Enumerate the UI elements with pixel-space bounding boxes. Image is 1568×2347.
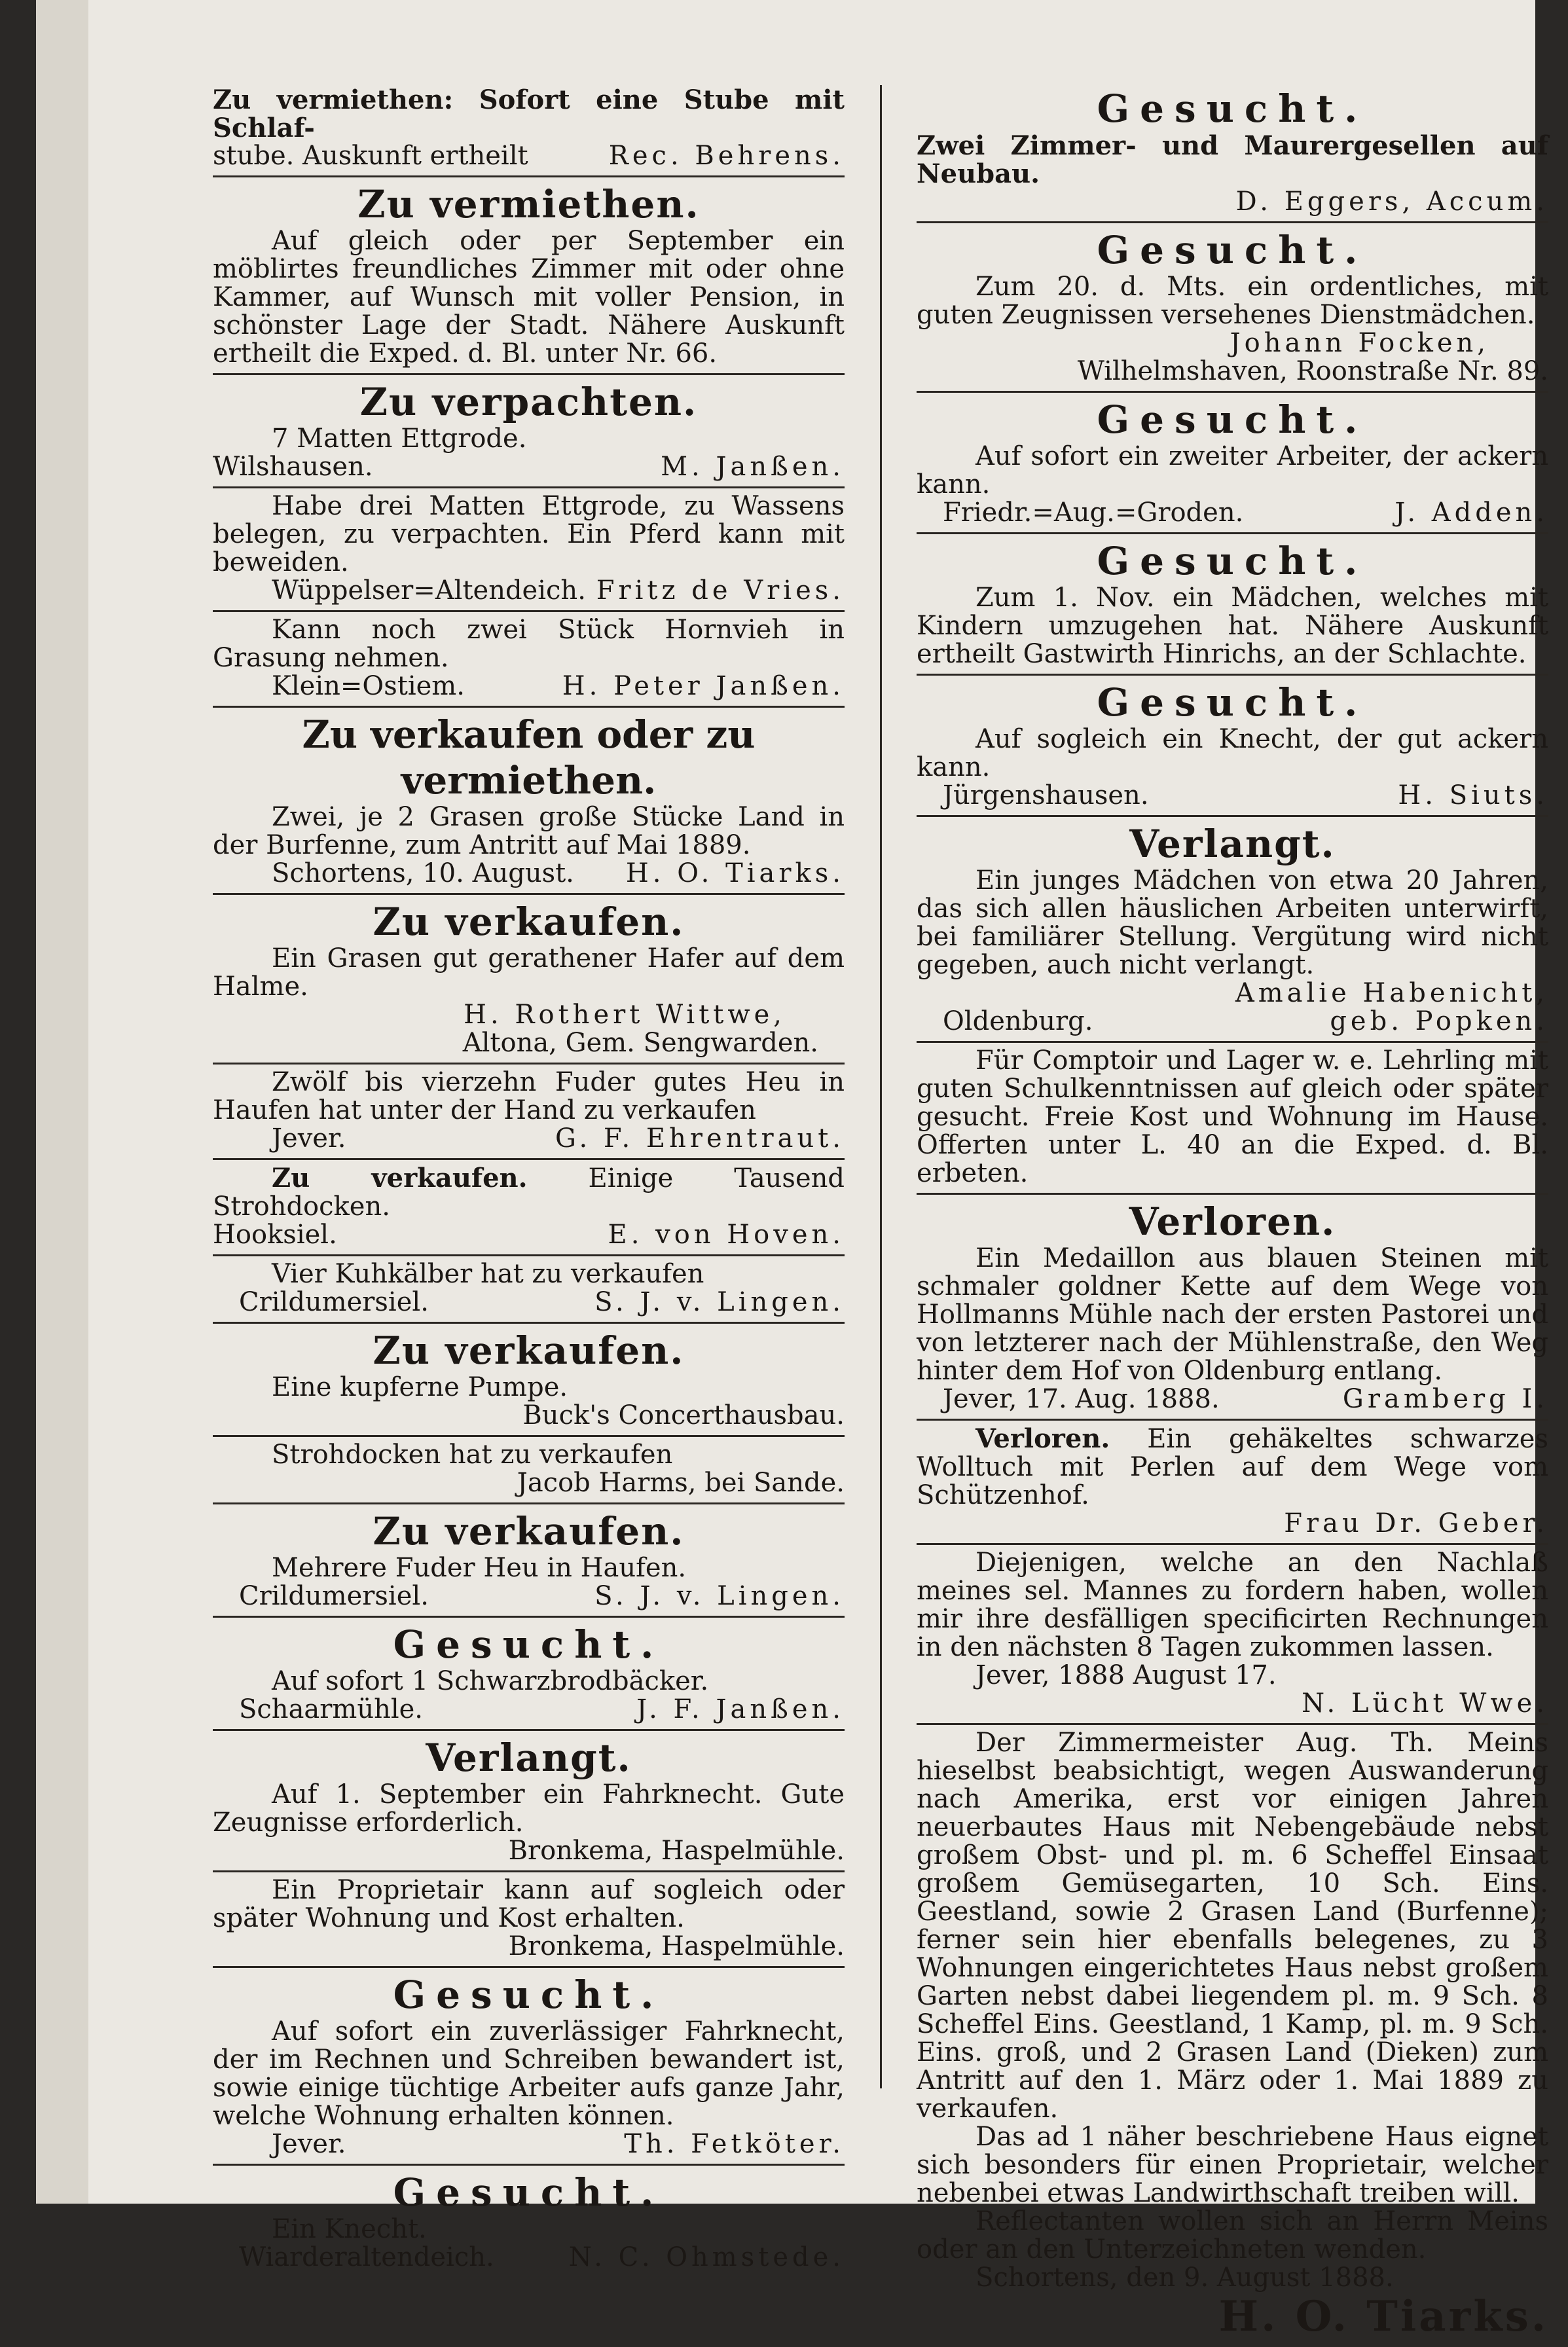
ad-pumpe (213, 1324, 845, 1437)
ad-text: Ein Medaillon aus blauen Steinen mit schmaler goldner Kette auf dem Wege von Hollmanns Mühle nach der ersten Pastorei und von letzterer nach der Mühlenstraße, den Weg hinter dem Hof von Oldenburg entlang. (917, 1243, 1548, 1386)
ad-strohdocken (213, 1160, 845, 1256)
ad-lehrling (917, 1043, 1548, 1195)
right-column (917, 82, 1548, 2347)
ad-place: Jürgenshausen. (943, 780, 1149, 810)
ad-place: Klein=Ostiem. (272, 671, 465, 701)
ad-text: stube. Auskunft ertheilt (213, 141, 528, 171)
ad-signature: Th. Fetköter. (624, 2129, 845, 2159)
ad-heading: Zu vermiethen. (357, 182, 700, 227)
ad-dienstmaedchen (917, 223, 1548, 393)
ad-place: Oldenburg. (943, 1006, 1093, 1036)
ad-heading: Gesucht. (1097, 680, 1368, 725)
ad-heading: Zu verkaufen oder zu vermiethen. (302, 712, 756, 803)
ad-fuder-heu (213, 1504, 845, 1618)
ad-signature: geb. Popken. (1330, 1006, 1548, 1036)
ad-medaillon (917, 1195, 1548, 1421)
page-edge (36, 0, 95, 2204)
ad-hornvieh (213, 612, 845, 708)
ad-signature: H. O. Tiarks. (1218, 2292, 1548, 2341)
ad-signature: E. von Hoven. (608, 1220, 845, 1250)
ad-schwarzbrodbaecker (213, 1618, 845, 1731)
ad-fahrknecht-gesucht (213, 1968, 845, 2166)
ad-signature: S. J. v. Lingen. (594, 1287, 845, 1317)
ad-signature: J. Adden. (1395, 498, 1548, 528)
ad-heading: Gesucht. (1097, 86, 1368, 131)
ad-place: Jever. (272, 2129, 346, 2159)
ad-signature: Johann Focken, (1230, 328, 1489, 358)
ad-place: Wilshausen. (213, 452, 373, 482)
ad-nachlass (917, 1545, 1548, 1725)
ad-signature: N. C. Ohmstede. (568, 2242, 845, 2272)
ad-text: Ein junges Mädchen von etwa 20 Jahren, das sich allen häuslichen Arbeiten unterwirft, bei familiärer Stellung. Vergütung wird nicht gegeben, auch nicht verlangt. (917, 865, 1548, 980)
ad-heading: Zu verkaufen. (373, 900, 685, 944)
ad-text: Strohdocken hat zu verkaufen (272, 1440, 673, 1470)
ad-signature: H. Rothert Wittwe, (464, 1000, 786, 1030)
ad-proprietair (213, 1872, 845, 1968)
ad-place: Crildumersiel. (239, 1581, 429, 1611)
ad-signature: Rec. Behrens. (608, 141, 845, 171)
ad-text: Eine kupferne Pumpe. (272, 1372, 568, 1402)
ad-signature: H. Siuts. (1398, 780, 1548, 810)
ad-signature: Wilhelmshaven, Roonstraße Nr. 89. (1077, 356, 1548, 386)
ad-text: Vier Kuhkälber hat zu verkaufen (272, 1259, 704, 1289)
ad-text: Auf gleich oder per September ein möblirtes freundliches Zimmer mit oder ohne Kammer, auf Wunsch mit voller Pension, in schönster Lage der Stadt. Nähere Auskunft ertheilt die Exped. d. Bl. unter Nr. 66. (213, 226, 845, 369)
ad-place: Schaarmühle. (239, 1694, 424, 1724)
ad-text: Ein Proprietair kann auf sogleich oder später Wohnung und Kost erhalten. (213, 1875, 845, 1933)
ad-text: Zum 1. Nov. ein Mädchen, welches mit Kindern umzugehen hat. Nähere Auskunft ertheilt Gastwirth Hinrichs, an der Schlachte. (917, 583, 1548, 669)
ad-knecht-ackern (917, 676, 1548, 817)
left-column (213, 82, 845, 2277)
ad-place: Wüppelser=Altendeich. (272, 575, 586, 606)
ad-text: Auf sofort ein zweiter Arbeiter, der ackern kann. (917, 441, 1548, 500)
ad-place: Hooksiel. (213, 1220, 337, 1250)
ad-heu (213, 1064, 845, 1160)
ad-heading: Zu verkaufen. (373, 1509, 685, 1554)
ad-text: Das ad 1 näher beschriebene Haus eignet sich besonders für einen Proprietair, welcher nebenbei etwas Landwirthschaft treiben will. (917, 2122, 1548, 2208)
ad-matten (213, 488, 845, 612)
ad-signature: Amalie Habenicht, (1235, 978, 1548, 1008)
ad-fahrknecht-verlangt (213, 1731, 845, 1872)
ad-haus-verkauf (917, 1725, 1548, 2347)
ad-signature: Gramberg I. (1342, 1384, 1548, 1414)
ad-text: Auf sogleich ein Knecht, der gut ackern kann. (917, 724, 1548, 782)
ad-text: Zwei, je 2 Grasen große Stücke Land in der Burfenne, zum Antritt auf Mai 1889. (213, 802, 845, 860)
ad-gesellen (917, 82, 1548, 223)
ad-strohdocken-harms (213, 1437, 845, 1504)
column-divider (880, 85, 882, 2088)
ad-text: Einige Tausend Strohdocken. (213, 1163, 845, 1222)
ad-text: Ein gehäkeltes schwarzes Wolltuch mit Perlen auf dem Wege vom Schützenhof. (917, 1424, 1549, 1510)
ad-signature: H. O. Tiarks. (625, 858, 845, 888)
ad-zu-vermiethen-stube (213, 82, 845, 177)
ad-signature: M. Janßen. (661, 452, 845, 482)
ad-junges-maedchen (917, 817, 1548, 1043)
ad-wolltuch (917, 1421, 1548, 1545)
ad-text: Der Zimmermeister Aug. Th. Meins hieselbst beabsichtigt, wegen Auswanderung nach Amerika, erst vor einigen Jahren neuerbautes Haus mit Nebengebäude nebst großem Obst- und pl. m. 6 Scheffel Einsaat großem Gemüsegarten, 10 Sch. Eins. Geestland, sowie 2 Grasen Land (Burfenne); ferner sein hier ebenfalls belegenes, zu 3 Wohnungen eingerichtetes Haus nebst großem Garten nebst dabei liegendem pl. m. 9 Sch. 8 Scheffel Eins. Geestland, 1 Kamp, pl. m. 9 Sch. Eins. groß, und 2 Grasen Land (Dieken) zum Antritt auf den 1. März oder 1. Mai 1889 zu verkaufen. (917, 1728, 1548, 2124)
ad-heading: Gesucht. (1097, 397, 1368, 442)
ad-heading: Verloren. (1129, 1199, 1336, 1244)
ad-text: Ein Grasen gut gerathener Hafer auf dem Halme. (213, 943, 845, 1002)
ad-heading: Gesucht. (393, 2170, 665, 2215)
ad-heading: Zu verpachten. (359, 380, 698, 424)
ad-heading: Gesucht. (1097, 539, 1368, 583)
ad-place: Crildumersiel. (239, 1287, 429, 1317)
ad-heading: Gesucht. (1097, 228, 1368, 272)
ad-place: Jever, 17. Aug. 1888. (943, 1384, 1220, 1414)
ad-place: Friedr.=Aug.=Groden. (943, 498, 1244, 528)
ad-text: Zu vermiethen: Sofort eine Stube mit Schlaf- (213, 84, 845, 143)
ad-zu-verpachten (213, 375, 845, 488)
ad-text: Auf 1. September ein Fahrknecht. Gute Zeugnisse erforderlich. (213, 1779, 845, 1838)
ad-place: Jever. (272, 1123, 346, 1154)
ad-lead: Verloren. (975, 1423, 1110, 1454)
ad-signature: H. Peter Janßen. (562, 671, 845, 701)
ad-lead: Zu verkaufen. (272, 1163, 528, 1193)
ad-arbeiter (917, 393, 1548, 534)
ad-place: Schortens, 10. August. (272, 858, 574, 888)
ad-text: Reflectanten wollen sich an Herrn Meins oder an den Unterzeichneten wenden. (917, 2206, 1548, 2265)
ad-text: Diejenigen, welche an den Nachlaß meines sel. Mannes zu fordern haben, wollen mir ihre desfälligen specificirten Rechnungen in den nächsten 8 Tagen zukommen lassen. (917, 1548, 1548, 1662)
ad-text: Zwölf bis vierzehn Fuder gutes Heu in Haufen hat unter der Hand zu verkaufen (213, 1067, 845, 1125)
ad-text: Habe drei Matten Ettgrode, zu Wassens belegen, zu verpachten. Ein Pferd kann mit beweiden. (213, 491, 845, 577)
ad-kuhkaelber (213, 1256, 845, 1324)
ad-place: Wiarderaltendeich. (239, 2242, 494, 2272)
ad-text: Zum 20. d. Mts. ein ordentliches, mit guten Zeugnissen versehenes Dienstmädchen. (917, 272, 1548, 330)
ad-signature: Altona, Gem. Sengwarden. (462, 1028, 818, 1058)
ad-signature: Frau Dr. Geber. (1284, 1508, 1548, 1538)
ad-text: Mehrere Fuder Heu in Haufen. (272, 1553, 687, 1583)
ad-text: Auf sofort 1 Schwarzbrodbäcker. (272, 1666, 709, 1696)
ad-maedchen-kinder (917, 534, 1548, 676)
ad-signature: Fritz de Vries. (596, 575, 845, 606)
ad-signature: N. Lücht Wwe. (1302, 1688, 1548, 1719)
ad-heading: Gesucht. (393, 1973, 665, 2017)
ad-signature: Bronkema, Haspelmühle. (508, 1931, 845, 1961)
ad-signature: Jacob Harms, bei Sande. (517, 1468, 845, 1498)
ad-heading: Verlangt. (1129, 822, 1336, 866)
ad-hafer (213, 895, 845, 1064)
ad-knecht (213, 2166, 845, 2277)
ad-text: Zwei Zimmer- und Maurergesellen auf Neubau. (917, 130, 1548, 189)
ad-heading: Verlangt. (426, 1736, 632, 1780)
ad-signature: J. F. Janßen. (636, 1694, 845, 1724)
ad-zu-vermiethen-zimmer (213, 177, 845, 375)
ad-signature: Buck's Concerthausbau. (522, 1400, 845, 1430)
ad-text: 7 Matten Ettgrode. (272, 424, 527, 454)
ad-verkaufen-vermiethen (213, 708, 845, 895)
ad-heading: Gesucht. (393, 1622, 665, 1667)
ad-text: Auf sofort ein zuverlässiger Fahrknecht, der im Rechnen und Schreiben bewandert ist, sowie einige tüchtige Arbeiter aufs ganze Jahr, welche Wohnung erhalten können. (213, 2016, 845, 2131)
ad-signature: S. J. v. Lingen. (594, 1581, 845, 1611)
ad-date: Schortens, den 9. August 1888. (975, 2263, 1394, 2293)
ad-text: Ein Knecht. (272, 2214, 427, 2244)
ad-heading: Zu verkaufen. (373, 1328, 685, 1373)
ad-signature: Bronkema, Haspelmühle. (508, 1836, 845, 1866)
ad-text: Kann noch zwei Stück Hornvieh in Grasung nehmen. (213, 615, 845, 673)
ad-text: Für Comptoir und Lager w. e. Lehrling mit guten Schulkenntnissen auf gleich oder später gesucht. Freie Kost und Wohnung im Hause. Offerten unter L. 40 an die Exped. d. Bl. erbeten. (917, 1046, 1548, 1188)
ad-signature: G. F. Ehrentraut. (555, 1123, 845, 1154)
ad-signature: D. Eggers, Accum. (1235, 187, 1548, 217)
ad-date: Jever, 1888 August 17. (975, 1660, 1277, 1690)
